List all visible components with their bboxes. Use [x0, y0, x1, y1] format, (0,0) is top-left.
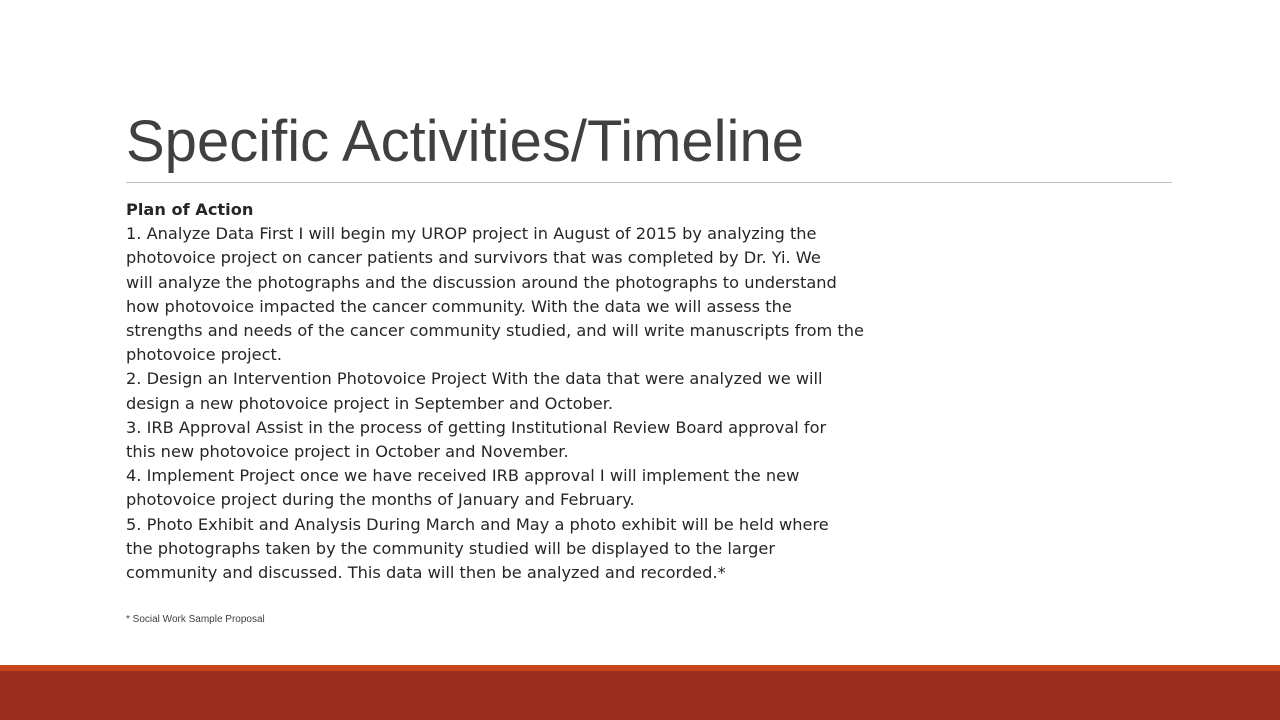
body-line: photovoice project during the months of January and February.: [126, 490, 635, 510]
body-line: design a new photovoice project in September and October.: [126, 393, 614, 413]
body-line: this new photovoice project in October and November.: [126, 442, 569, 462]
footer-bar: [0, 671, 1280, 720]
body-line: 1. Analyze Data First I will begin my UROP project in August of 2015 by analyzing the: [126, 224, 817, 244]
body-line: community and discussed. This data will then be analyzed and recorded.*: [126, 563, 726, 583]
body-line: 4. Implement Project once we have received IRB approval I will implement the new: [126, 466, 800, 486]
body-line: the photographs taken by the community studied will be displayed to the larger: [126, 538, 776, 558]
plan-heading: Plan of Action: [126, 200, 254, 219]
slide-body: [126, 198, 1166, 585]
slide-title: Specific Activities/Timeline: [126, 109, 804, 174]
body-line: photovoice project on cancer patients and survivors that was completed by Dr. Yi. We: [126, 248, 821, 268]
body-line: photovoice project.: [126, 345, 283, 365]
body-line: strengths and needs of the cancer community studied, and will write manuscripts from the: [126, 321, 864, 341]
body-line: will analyze the photographs and the discussion around the photographs to understand: [126, 272, 837, 292]
body-line: 2. Design an Intervention Photovoice Project With the data that were analyzed we will: [126, 369, 823, 389]
footnote: * Social Work Sample Proposal: [126, 614, 265, 625]
body-line: 5. Photo Exhibit and Analysis During March and May a photo exhibit will be held where: [126, 514, 829, 534]
title-divider: [126, 182, 1172, 183]
body-line: how photovoice impacted the cancer community. With the data we will assess the: [126, 296, 792, 316]
body-line: 3. IRB Approval Assist in the process of getting Institutional Review Board approval for: [126, 417, 827, 437]
